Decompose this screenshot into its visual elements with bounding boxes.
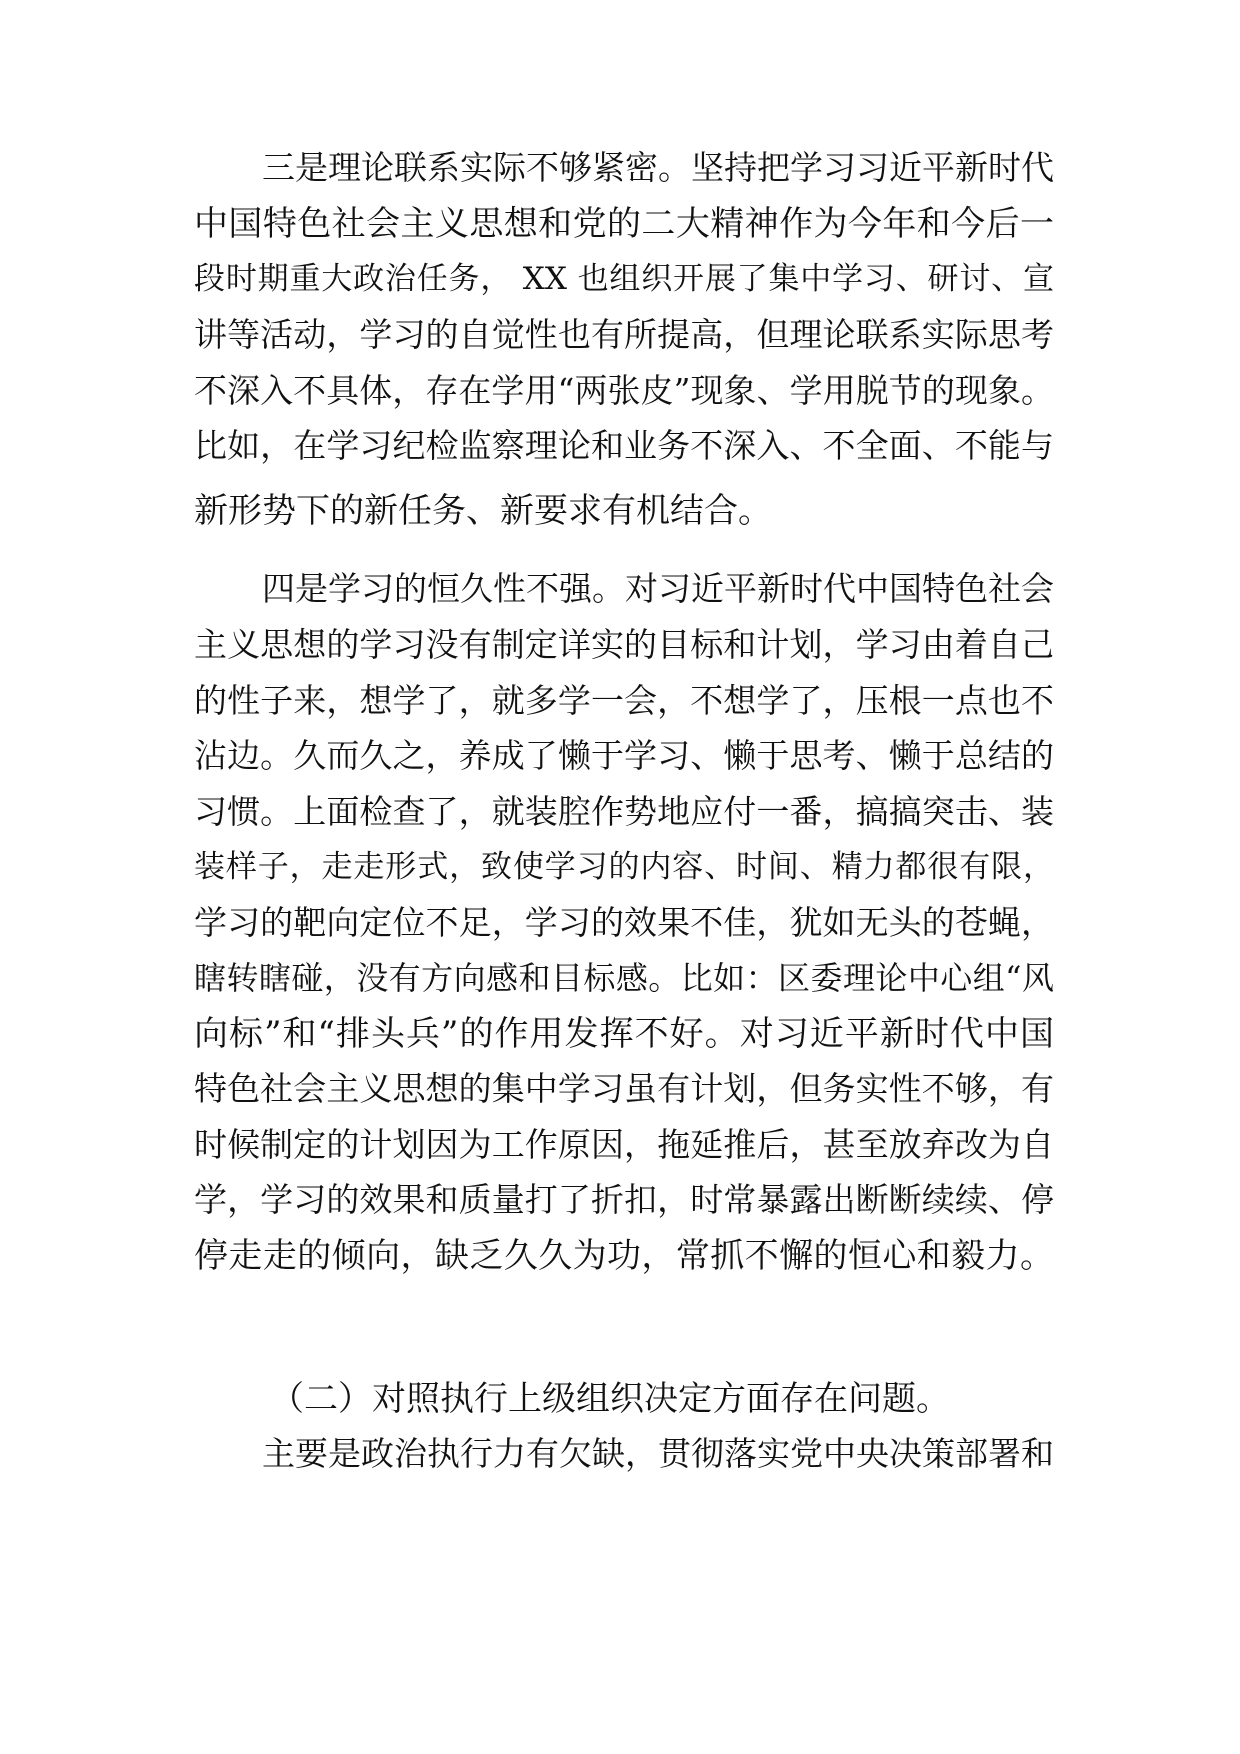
text-line: 四是学习的恒久性不强。对习近平新时代中国特色社会 <box>262 569 1054 608</box>
text-line: 的性子来，想学了，就多学一会，不想学了，压根一点也不 <box>194 681 1054 720</box>
text-line: 不深入不具体，存在学用“两张皮”现象、学用脱节的现象。 <box>194 371 1054 410</box>
section-heading: （二）对照执行上级组织决定方面存在问题。 <box>270 1379 950 1419</box>
text-line: 学，学习的效果和质量打了折扣，时常暴露出断断续续、停 <box>194 1180 1054 1219</box>
text-line: 特色社会主义思想的集中学习虽有计划，但务实性不够，有 <box>194 1069 1054 1108</box>
text-line: 主要是政治执行力有欠缺，贯彻落实党中央决策部署和 <box>262 1434 1054 1473</box>
text-line: 三是理论联系实际不够紧密。坚持把学习习近平新时代 <box>262 148 1054 187</box>
text-line <box>194 1295 1054 1345</box>
text-line: 瞎转瞎碰，没有方向感和目标感。比如：区委理论中心组“风 <box>194 959 1054 997</box>
text-line: 讲等活动，学习的自觉性也有所提高，但理论联系实际思考 <box>194 315 1054 354</box>
text-line: 学习的靶向定位不足，学习的效果不佳，犹如无头的苍蝇， <box>194 903 1054 942</box>
text-line: 新形势下的新任务、新要求有机结合。 <box>194 491 772 531</box>
text-line: 时候制定的计划因为工作原因，拖延推后，甚至放弃改为自 <box>194 1125 1054 1164</box>
text-line: 停走走的倾向，缺乏久久为功，常抓不懈的恒心和毅力。 <box>194 1236 1054 1276</box>
text-line: 主义思想的学习没有制定详实的目标和计划，学习由着自己 <box>194 625 1054 664</box>
text-line: 中国特色社会主义思想和党的二大精神作为今年和今后一 <box>194 204 1054 244</box>
text-line: 向标”和“排头兵”的作用发挥不好。对习近平新时代中国 <box>194 1014 1054 1054</box>
text-line: 沾边。久而久之，养成了懒于学习、懒于思考、懒于总结的 <box>194 736 1054 775</box>
text-line: 段时期重大政治任务， XX 也组织开展了集中学习、研讨、宣 <box>194 261 1054 297</box>
text-line: 比如，在学习纪检监察理论和业务不深入、不全面、不能与 <box>194 426 1054 465</box>
text-line: 装样子，走走形式，致使学习的内容、时间、精力都很有限， <box>194 849 1054 885</box>
text-line: 习惯。上面检查了，就装腔作势地应付一番，搞搞突击、装 <box>194 792 1054 831</box>
